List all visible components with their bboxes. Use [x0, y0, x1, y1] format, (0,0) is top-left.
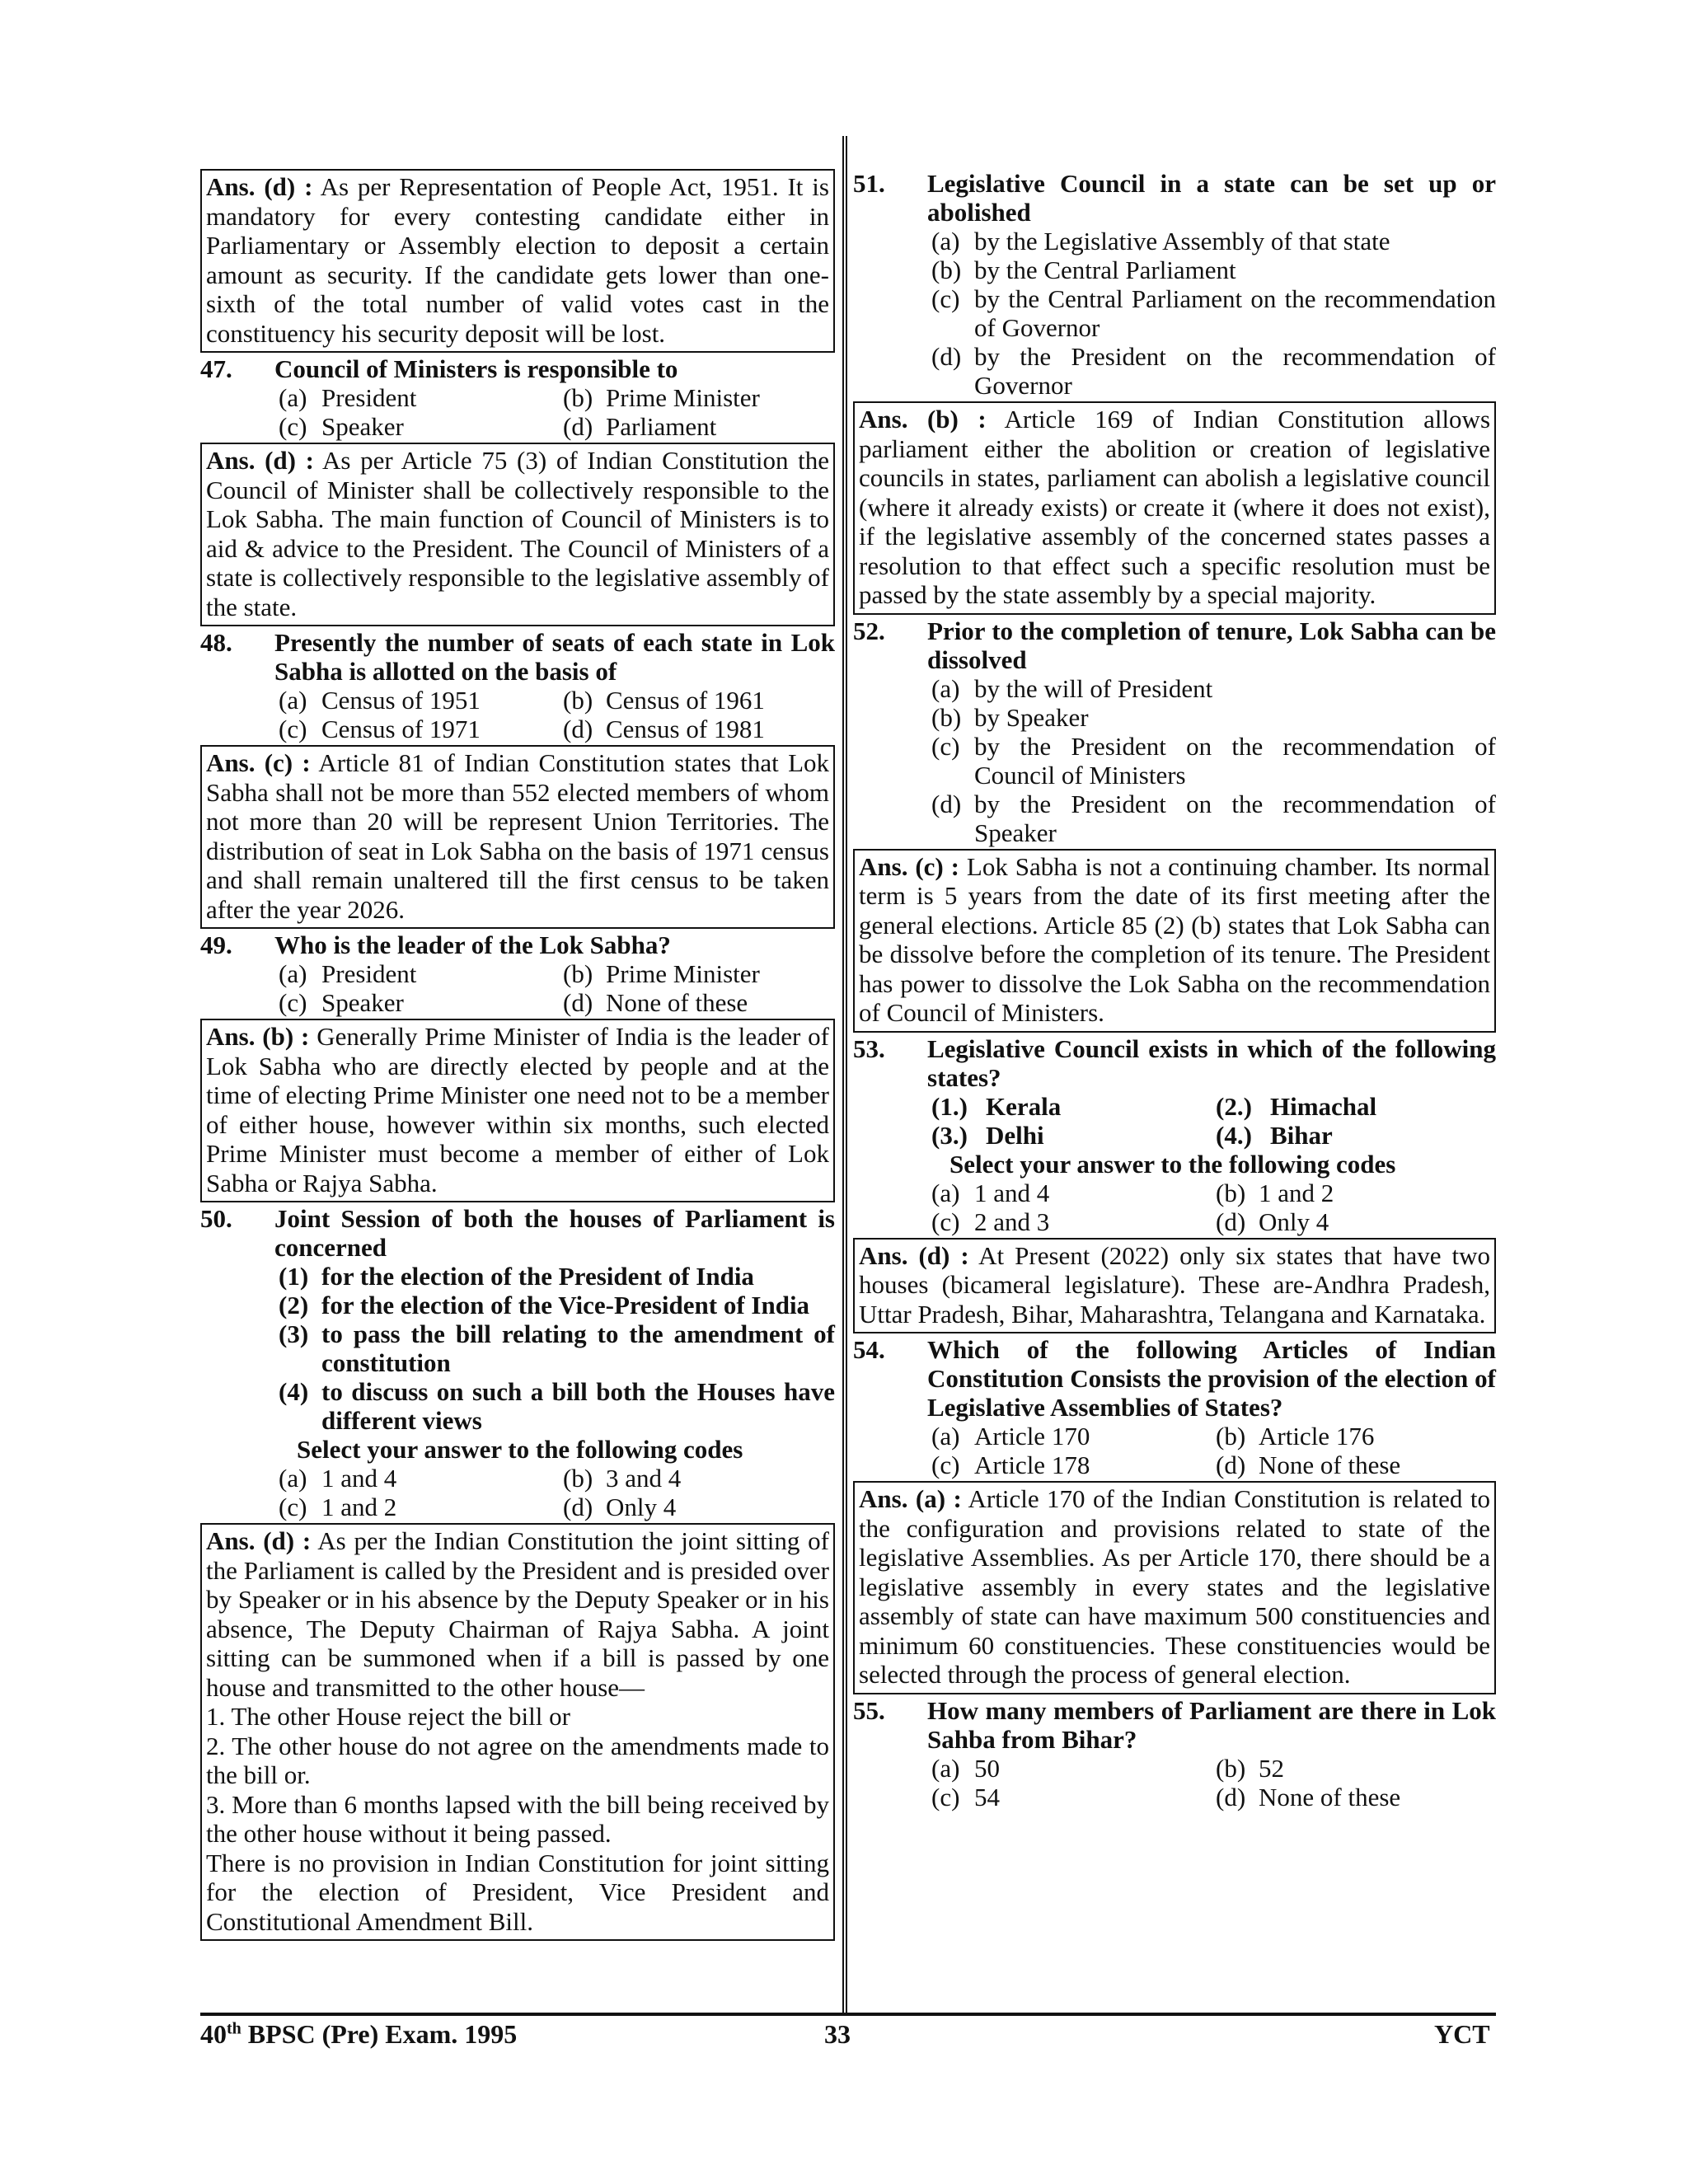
option-a: (a) by the Legislative Assembly of that state [931, 227, 1390, 255]
answer-label: Ans. (c) : [859, 851, 959, 881]
answer-point-1: 1. The other House reject the bill or [206, 1702, 570, 1731]
statement-2: (2) for the election of the Vice-President of India [279, 1291, 810, 1319]
answer-49 [200, 1019, 835, 1202]
statement-2: (2.) Himachal [1216, 1091, 1377, 1121]
answer-label: Ans. (a) : [859, 1484, 962, 1513]
option-a: (a) 1 and 4 [931, 1178, 1050, 1207]
answer-text: Article 170 of the Indian Constitution is related to the configuration and provisions related to state of the legislative Assemblies. As per Article 170, there should be a legislative assembly in every states and the legislative assembly of state can have maximum 500 constituencies and minimum 60 constituencies. These constituencies would be selected through the process of general election. [859, 1484, 1490, 1689]
question-number: 52. [853, 616, 885, 645]
option-c: (c) Speaker [279, 412, 404, 441]
option-c: (c) 1 and 2 [279, 1493, 397, 1521]
answer-46 [200, 169, 835, 353]
option-b: (b) Article 176 [1216, 1422, 1375, 1451]
statement-4: (4.) Bihar [1216, 1120, 1333, 1150]
option-b: (b) Census of 1961 [563, 686, 765, 715]
question-number: 51. [853, 169, 885, 198]
answer-48 [200, 745, 835, 929]
left-column [200, 169, 835, 1943]
option-d: (d) Parliament [563, 412, 717, 441]
question-47 [200, 354, 835, 441]
option-c: (c) by the Central Parliament on the recommendation of Governor [931, 284, 1496, 342]
option-a: (a) 50 [931, 1753, 1000, 1783]
answer-text: As per Article 75 (3) of Indian Constitution the Council of Minister shall be collectively responsible to the Lok Sabha. The main function of Council of Ministers is to aid & advice to the President. The Council of Ministers of a state is collectively responsible to the legislative assembly of the state. [206, 446, 830, 621]
answer-text: As per Representation of People Act, 1951. It is mandatory for every contesting candidate either in Parliamentary or Assembly election to deposit a certain amount as security. If the candidate gets lower than one-sixth of the total number of valid votes cast in the constituency his security deposit will be lost. [206, 172, 829, 348]
answer-text: As per the Indian Constitution the joint sitting of the Parliament is called by the President and is presided over by Speaker or in his absence by the Deputy Speaker or in his absence, The Deputy Chairman of Rajya Sabha. A joint sitting can be summoned when if a bill is passed by one house and transmitted to the other house— [206, 1526, 829, 1702]
question-text: Legislative Council in a state can be set up or abolished [927, 169, 1496, 227]
question-52 [853, 616, 1496, 847]
question-text: Council of Ministers is responsible to [274, 354, 678, 383]
question-49 [200, 930, 835, 1017]
option-a: (a) President [279, 959, 417, 988]
option-d: (d) by the President on the recommendation of Governor [931, 342, 1496, 400]
answer-51 [853, 401, 1496, 615]
publisher-brand: YCT [1434, 2019, 1490, 2049]
question-number: 55. [853, 1695, 885, 1725]
page-number: 33 [824, 2019, 851, 2049]
question-number: 53. [853, 1033, 885, 1063]
option-c: (c) Speaker [279, 988, 404, 1017]
question-number: 48. [200, 628, 232, 657]
statement-4: (4) to discuss on such a bill both the Houses have different views [279, 1377, 835, 1435]
answer-label: Ans. (d) : [859, 1240, 969, 1270]
option-c: (c) Census of 1971 [279, 715, 481, 743]
question-text: Legislative Council exists in which of the following states? [927, 1033, 1496, 1092]
question-text: Which of the following Articles of Indian Constitution Consists the provision of the election of Legislative Assemblies of States? [927, 1335, 1496, 1422]
answer-point-2: 2. The other house do not agree on the amendments made to the bill or. [206, 1731, 829, 1789]
answer-point-3: 3. More than 6 months lapsed with the bill being received by the other house without it being passed. [206, 1789, 829, 1848]
question-number: 54. [853, 1335, 885, 1364]
option-c: (c) by the President on the recommendation of Council of Ministers [931, 731, 1496, 790]
answer-label: Ans. (b) : [206, 1022, 310, 1051]
codes-instruction: Select your answer to the following codes [950, 1149, 1396, 1179]
answer-50 [200, 1523, 835, 1941]
question-text: Prior to the completion of tenure, Lok Sabha can be dissolved [927, 616, 1496, 674]
right-column [853, 169, 1496, 1813]
option-d: (d) None of these [1216, 1451, 1401, 1479]
question-number: 50. [200, 1204, 232, 1233]
answer-label: Ans. (d) : [206, 172, 313, 201]
answer-note: There is no provision in Indian Constitution for joint sitting for the election of President, Vice President and Constitutional Amendment Bill. [206, 1848, 829, 1936]
answer-text: Article 81 of Indian Constitution states that Lok Sabha shall not be more than 552 elected members of whom not more than 20 will be represent Union Territories. The distribution of seat in Lok Sabha on the basis of 1971 census and shall remain unaltered till the first census to be taken after the year 2026. [206, 748, 830, 924]
answer-text: Lok Sabha is not a continuing chamber. Its normal term is 5 years from the date of its first meeting after the general elections. Article 85 (2) (b) states that Lok Sabha can be dissolve before the completion of its tenure. The President has power to dissolve the Lok Sabha on the recommendation of Council of Ministers. [859, 851, 1491, 1027]
answer-text: At Present (2022) only six states that have two houses (bicameral legislature). These are-Andhra Pradesh, Uttar Pradesh, Bihar, Maharashtra, Telangana and Karnataka. [859, 1240, 1491, 1329]
answer-text: Article 169 of Indian Constitution allows parliament either the abolition or creation of legislative councils in states, parliament can abolish a legislative council (where it already exists) or create it (where it does not exist), if the legislative assembly of the concerned states passes a resolution to that effect such a specific resolution must be passed by the state assembly by a special majority. [859, 405, 1491, 609]
option-a: (a) 1 and 4 [279, 1464, 397, 1493]
answer-52 [853, 849, 1496, 1033]
option-b: (b) Prime Minister [563, 383, 760, 412]
question-48 [200, 628, 835, 743]
answer-label: Ans. (c) : [206, 748, 311, 777]
option-b: (b) 3 and 4 [563, 1464, 682, 1493]
option-a: (a) Article 170 [931, 1422, 1090, 1451]
option-b: (b) by Speaker [931, 702, 1089, 732]
question-54 [853, 1335, 1496, 1479]
option-a: (a) President [279, 383, 417, 412]
option-d: (d) Only 4 [1216, 1207, 1329, 1236]
question-text: How many members of Parliament are there in Lok Sahba from Bihar? [927, 1695, 1496, 1754]
question-50 [200, 1204, 835, 1521]
statement-1: (1) for the election of the President of India [279, 1262, 754, 1291]
statement-3: (3.) Delhi [931, 1120, 1044, 1150]
statement-1: (1.) Kerala [931, 1091, 1062, 1121]
option-c: (c) Article 178 [931, 1451, 1090, 1479]
option-d: (d) Only 4 [563, 1493, 677, 1521]
column-divider [842, 136, 847, 2013]
statement-3: (3) to pass the bill relating to the amendment of constitution [279, 1319, 835, 1377]
codes-instruction: Select your answer to the following codes [297, 1435, 743, 1464]
question-text: Who is the leader of the Lok Sabha? [274, 930, 671, 959]
question-55 [853, 1696, 1496, 1811]
answer-54 [853, 1481, 1496, 1694]
question-text: Joint Session of both the houses of Parliament is concerned [274, 1204, 835, 1262]
option-b: (b) Prime Minister [563, 959, 760, 988]
answer-label: Ans. (d) : [206, 1526, 312, 1555]
footer-rule [200, 2013, 1496, 2016]
answer-47 [200, 443, 835, 626]
option-b: (b) by the Central Parliament [931, 255, 1236, 284]
option-a: (a) by the will of President [931, 673, 1213, 703]
option-a: (a) Census of 1951 [279, 686, 481, 715]
answer-label: Ans. (d) : [206, 446, 314, 475]
option-d: (d) None of these [1216, 1782, 1401, 1811]
question-51 [853, 169, 1496, 400]
option-d: (d) by the President on the recommendation of Speaker [931, 789, 1496, 847]
option-c: (c) 2 and 3 [931, 1207, 1050, 1236]
answer-text: Generally Prime Minister of India is the leader of Lok Sabha who are directly elected by people and at the time of electing Prime Minister one need not to be a member of either house, however within six months, such elected Prime Minister must become a member of either of Lok Sabha or Rajya Sabha. [206, 1022, 830, 1197]
question-number: 47. [200, 354, 232, 383]
answer-label: Ans. (b) : [859, 405, 987, 434]
option-d: (d) Census of 1981 [563, 715, 765, 743]
option-d: (d) None of these [563, 988, 748, 1017]
option-b: (b) 1 and 2 [1216, 1178, 1334, 1207]
question-text: Presently the number of seats of each state in Lok Sabha is allotted on the basis of [274, 628, 835, 686]
question-number: 49. [200, 930, 232, 959]
question-53 [853, 1034, 1496, 1236]
exam-title: 40th BPSC (Pre) Exam. 1995 [200, 2019, 518, 2049]
answer-53 [853, 1238, 1496, 1334]
option-c: (c) 54 [931, 1782, 1000, 1811]
option-b: (b) 52 [1216, 1753, 1284, 1783]
